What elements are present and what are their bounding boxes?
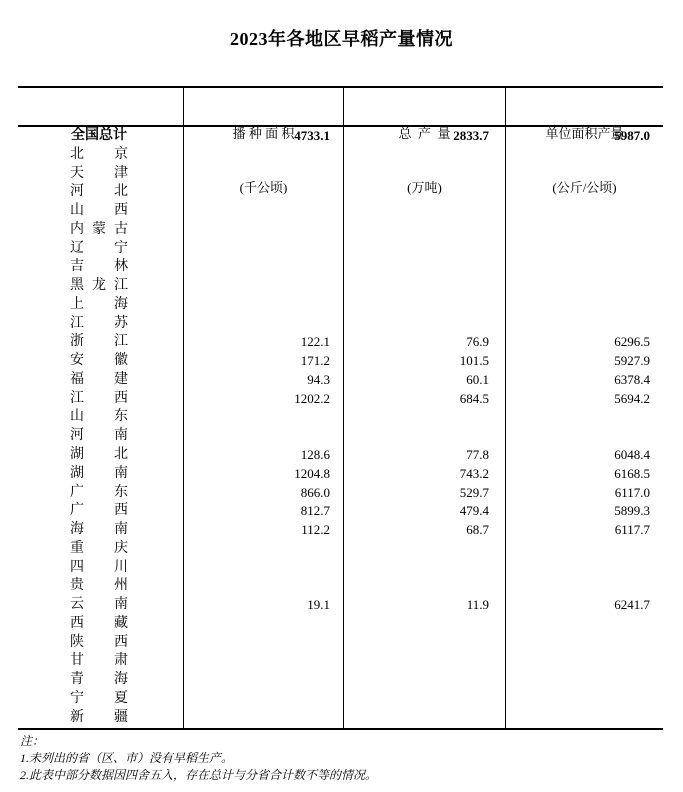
unit-yield-value [505,709,663,728]
region-cell [18,277,183,296]
region-name: 西藏 [70,615,128,631]
table-row [18,540,663,559]
region-name: 北京 [70,146,128,162]
table-row [18,146,663,165]
table-row [18,352,663,371]
unit-yield-value [505,634,663,653]
total-output-value [343,709,505,728]
sown-area-value [183,315,343,334]
region-name: 天津 [70,165,128,181]
sown-area-value [183,577,343,596]
table-row [18,690,663,709]
total-output-value [343,427,505,446]
sown-area-value [183,690,343,709]
table-row [18,371,663,390]
region-cell [18,671,183,690]
region-cell [18,521,183,540]
table-row [18,484,663,503]
unit-yield-value [505,559,663,578]
region-cell [18,333,183,352]
unit-yield-value [505,277,663,296]
table-row [18,315,663,334]
unit-yield-value: 5899.3 [505,502,663,521]
region-cell [18,165,183,184]
table-row [18,502,663,521]
sown-area-value: 1204.8 [183,465,343,484]
total-output-value [343,165,505,184]
region-cell [18,502,183,521]
region-cell [18,484,183,503]
header-region-blank [18,88,183,125]
region-cell [18,427,183,446]
unit-yield-value [505,408,663,427]
unit-yield-value [505,652,663,671]
region-name: 广东 [70,484,128,500]
region-cell [18,540,183,559]
region-name: 江苏 [70,315,128,331]
sown-area-value: 94.3 [183,371,343,390]
table-body [18,127,663,730]
header-unit-yield-unit: (公斤/公顷) [552,180,617,195]
sown-area-value [183,183,343,202]
unit-yield-value: 5927.9 [505,352,663,371]
region-name: 湖南 [70,465,128,481]
region-cell [18,146,183,165]
unit-yield-value [505,202,663,221]
region-name: 河南 [70,428,128,444]
region-name: 上海 [70,296,128,312]
sown-area-value [183,671,343,690]
region-cell [18,315,183,334]
region-name: 福建 [70,371,128,387]
region-cell [18,127,183,146]
sown-area-value: 128.6 [183,446,343,465]
region-cell [18,183,183,202]
total-output-value: 479.4 [343,502,505,521]
sown-area-value: 1202.2 [183,390,343,409]
total-output-value [343,634,505,653]
total-output-value [343,146,505,165]
region-cell [18,615,183,634]
unit-yield-value: 5987.0 [505,127,663,146]
header-sown-area-label: 播 种 面 积 [232,126,295,141]
total-output-value [343,690,505,709]
region-cell [18,465,183,484]
unit-yield-value [505,146,663,165]
total-output-value: 77.8 [343,446,505,465]
unit-yield-value [505,540,663,559]
table-row [18,577,663,596]
sown-area-value [183,296,343,315]
sown-area-value [183,240,343,259]
region-cell [18,371,183,390]
region-name: 山东 [70,409,128,425]
production-table [18,86,663,730]
total-output-value [343,277,505,296]
unit-yield-value [505,427,663,446]
region-cell [18,577,183,596]
sown-area-value [183,258,343,277]
page-title: 2023年各地区早稻产量情况 [230,29,453,49]
sown-area-value: 19.1 [183,596,343,615]
region-name: 宁夏 [70,690,128,706]
region-cell [18,240,183,259]
notes-label: 注： [20,734,45,748]
unit-yield-value: 6241.7 [505,596,663,615]
region-name: 重庆 [70,540,128,556]
unit-yield-value: 6296.5 [505,333,663,352]
unit-yield-value [505,315,663,334]
header-sown-area-unit: (千公顷) [239,180,288,195]
total-output-value: 2833.7 [343,127,505,146]
region-name: 新疆 [70,709,128,725]
table-row [18,296,663,315]
total-output-value: 684.5 [343,390,505,409]
total-output-value [343,202,505,221]
total-output-value [343,652,505,671]
total-output-value [343,671,505,690]
table-row [18,559,663,578]
header-total-output-label: 总 产 量 [398,126,451,141]
note-1: 1.未列出的省（区、市）没有早稻生产。 [20,751,234,765]
region-cell [18,202,183,221]
unit-yield-value [505,296,663,315]
total-output-value: 60.1 [343,371,505,390]
region-cell [18,596,183,615]
total-output-value [343,183,505,202]
region-cell [18,390,183,409]
unit-yield-value [505,615,663,634]
region-cell [18,221,183,240]
table-row [18,427,663,446]
total-output-value [343,577,505,596]
region-cell [18,296,183,315]
region-name: 江西 [70,390,128,406]
total-output-value [343,240,505,259]
total-output-value: 743.2 [343,465,505,484]
total-output-value [343,540,505,559]
total-output-value [343,559,505,578]
unit-yield-value: 6117.7 [505,521,663,540]
total-output-value: 68.7 [343,521,505,540]
unit-yield-value: 6378.4 [505,371,663,390]
region-name: 河北 [70,184,128,200]
table-row [18,333,663,352]
unit-yield-value [505,577,663,596]
table-row [18,465,663,484]
table-row [18,165,663,184]
region-name: 海南 [70,522,128,538]
sown-area-value [183,634,343,653]
region-cell [18,652,183,671]
table-row [18,652,663,671]
sown-area-value [183,540,343,559]
region-name: 黑龙江 [70,278,128,294]
table-row [18,596,663,615]
sown-area-value [183,427,343,446]
region-name: 全国总计 [71,128,127,143]
sown-area-value: 112.2 [183,521,343,540]
table-row [18,671,663,690]
table-row [18,408,663,427]
sown-area-value [183,277,343,296]
table-row [18,446,663,465]
table-row [18,521,663,540]
header-unit-yield-label: 单位面积产量 [545,126,624,141]
sown-area-value [183,559,343,578]
sown-area-value [183,615,343,634]
region-cell [18,258,183,277]
region-cell [18,408,183,427]
unit-yield-value: 6168.5 [505,465,663,484]
sown-area-value: 171.2 [183,352,343,371]
table-row [18,634,663,653]
region-name: 内蒙古 [70,221,128,237]
region-name: 吉林 [70,259,128,275]
region-cell [18,352,183,371]
unit-yield-value: 5694.2 [505,390,663,409]
region-name: 辽宁 [70,240,128,256]
region-name: 山西 [70,203,128,219]
table-row [18,390,663,409]
total-output-value: 11.9 [343,596,505,615]
region-name: 安徽 [70,353,128,369]
region-name: 云南 [70,597,128,613]
total-output-value [343,258,505,277]
total-output-value [343,221,505,240]
unit-yield-value: 6048.4 [505,446,663,465]
table-row [18,615,663,634]
unit-yield-value [505,671,663,690]
unit-yield-value [505,258,663,277]
table-row [18,127,663,146]
unit-yield-value [505,221,663,240]
table-row [18,240,663,259]
region-cell [18,690,183,709]
total-output-value [343,615,505,634]
total-output-value: 101.5 [343,352,505,371]
region-cell [18,709,183,728]
note-2: 2.此表中部分数据因四舍五入，存在总计与分省合计数不等的情况。 [20,768,378,782]
table-row [18,277,663,296]
total-output-value: 529.7 [343,484,505,503]
table-row [18,709,663,728]
total-output-value: 76.9 [343,333,505,352]
region-name: 四川 [70,559,128,575]
sown-area-value: 866.0 [183,484,343,503]
total-output-value [343,315,505,334]
sown-area-value: 812.7 [183,502,343,521]
total-output-value [343,408,505,427]
notes [20,733,377,784]
sown-area-value [183,202,343,221]
region-cell [18,446,183,465]
unit-yield-value [505,690,663,709]
unit-yield-value [505,240,663,259]
sown-area-value: 122.1 [183,333,343,352]
region-name: 贵州 [70,578,128,594]
unit-yield-value: 6117.0 [505,484,663,503]
unit-yield-value [505,183,663,202]
table-row [18,202,663,221]
header-total-output-unit: (万吨) [407,180,442,195]
region-name: 青海 [70,672,128,688]
sown-area-value [183,221,343,240]
region-cell [18,634,183,653]
sown-area-value [183,165,343,184]
sown-area-value [183,709,343,728]
total-output-value [343,296,505,315]
table-row [18,183,663,202]
sown-area-value [183,652,343,671]
sown-area-value: 4733.1 [183,127,343,146]
sown-area-value [183,146,343,165]
region-name: 浙江 [70,334,128,350]
table-row [18,258,663,277]
unit-yield-value [505,165,663,184]
table-row [18,221,663,240]
sown-area-value [183,408,343,427]
region-cell [18,559,183,578]
region-name: 广西 [70,503,128,519]
region-name: 陕西 [70,634,128,650]
region-name: 甘肃 [70,653,128,669]
region-name: 湖北 [70,447,128,463]
